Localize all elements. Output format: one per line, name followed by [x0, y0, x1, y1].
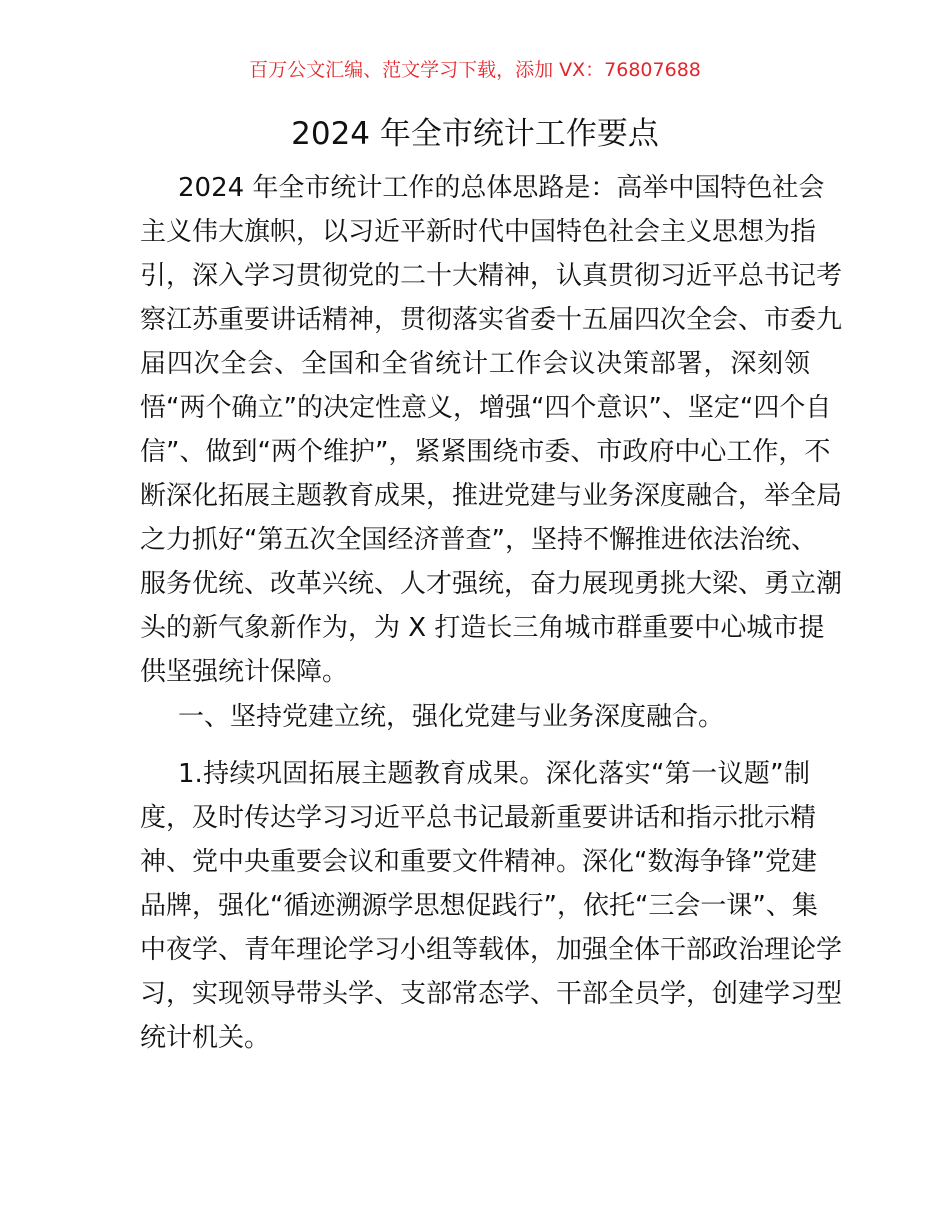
paragraph-line: 之力抓好“第五次全国经济普查”，坚持不懈推进依法治统、: [140, 525, 817, 555]
paragraph-line: 中夜学、青年理论学习小组等载体，加强全体干部政治理论学: [140, 935, 843, 965]
paragraph-line: 服务优统、改革兴统、人才强统，奋力展现勇挑大梁、勇立潮: [140, 569, 843, 599]
paragraph-line: 供坚强统计保障。: [140, 657, 349, 687]
document-title: 2024 年全市统计工作要点: [291, 116, 659, 152]
paragraph-line: 引，深入学习贯彻党的二十大精神，认真贯彻习近平总书记考: [140, 261, 843, 291]
paragraph-line: 2024 年全市统计工作的总体思路是：高举中国特色社会: [178, 173, 825, 203]
intro-paragraph: [140, 166, 843, 694]
paragraph-line: 主义伟大旗帜，以习近平新时代中国特色社会主义思想为指: [140, 217, 817, 247]
paragraph-line: 届四次全会、全国和全省统计工作会议决策部署，深刻领: [140, 349, 810, 379]
paragraph-line: 统计机关。: [140, 1023, 271, 1053]
paragraph-line: 信”、做到“两个维护”，紧紧围绕市委、市政府中心工作，不: [140, 437, 831, 467]
paragraph-line: 习，实现领导带头学、支部常态学、干部全员学，创建学习型: [140, 979, 843, 1009]
paragraph-line: 1.持续巩固拓展主题教育成果。深化落实“第一议题”制: [178, 759, 810, 789]
item-1-paragraph: [140, 752, 843, 1060]
paragraph-line: 度，及时传达学习习近平总书记最新重要讲话和指示批示精: [140, 803, 817, 833]
paragraph-line: 悟“两个确立”的决定性意义，增强“四个意识”、坚定“四个自: [140, 393, 832, 423]
paragraph-line: 头的新气象新作为，为 X 打造长三角城市群重要中心城市提: [140, 613, 825, 643]
watermark-banner: 百万公文汇编、范文学习下载，添加 VX：76807688: [249, 59, 701, 81]
paragraph-line: 神、党中央重要会议和重要文件精神。深化“数海争锋”党建: [140, 847, 817, 877]
paragraph-line: 察江苏重要讲话精神，贯彻落实省委十五届四次全会、市委九: [140, 305, 843, 335]
section-heading: 一、坚持党建立统，强化党建与业务深度融合。: [178, 702, 725, 732]
paragraph-line: 品牌，强化“循迹溯源学思想促践行”，依托“三会一课”、集: [140, 891, 818, 921]
paragraph-line: 断深化拓展主题教育成果，推进党建与业务深度融合，举全局: [140, 481, 843, 511]
